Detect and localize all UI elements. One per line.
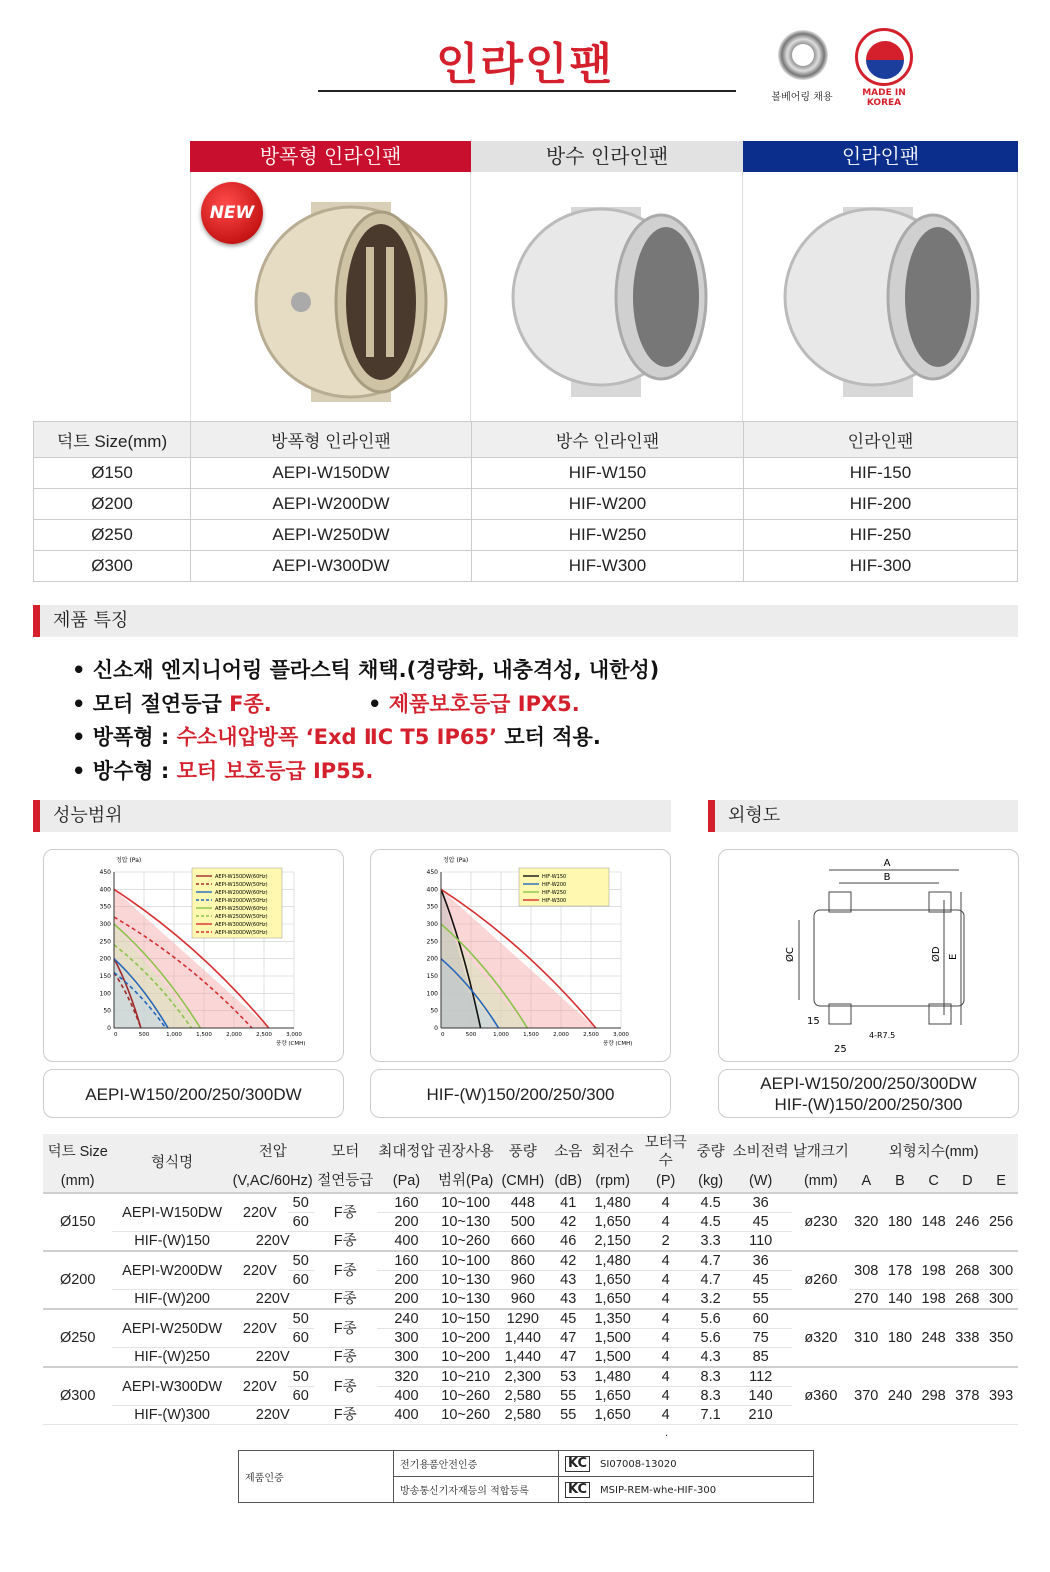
performance-chart-aepi [43, 849, 344, 1062]
table-row: Ø250 AEPI-W250DW HIF-W250 HIF-250 [34, 520, 1018, 551]
x-tick-label: 500 [138, 1032, 150, 1038]
table-row: 60 300 10~200 1,440 47 1,500 4 5.6 75 [43, 1329, 1018, 1348]
legend-label: AEPI-W250DW(60Hz) [215, 906, 268, 912]
y-tick-label: 150 [99, 973, 111, 980]
dim-c-label: ØC [785, 947, 796, 962]
table-row: Ø300 AEPI-W300DW 220V 50 F종 320 10~210 2,300 53 1,480 4 8.3 112 ø360 370 240 298 378 393 [43, 1367, 1018, 1387]
y-tick-label: 200 [426, 955, 438, 963]
outline-drawing-svg [719, 850, 1018, 1061]
legend-label: AEPI-W300DW(50Hz) [215, 930, 268, 936]
performance-chart-hif [370, 849, 671, 1062]
cert-row-2-label: 방송통신기자재등의 적합등록 [394, 1477, 559, 1503]
table-row: Ø150 AEPI-W150DW 220V 50 F종 160 10~100 448 41 1,480 4 4.5 36 ø230 320 180 148 246 256 [43, 1193, 1018, 1213]
model-header-explosion: 방폭형 인라인팬 [191, 422, 472, 458]
feature-line-2: • 모터 절연등급 F종. [72, 692, 272, 716]
dim-e-label: E [948, 953, 959, 960]
legend-label: AEPI-W250DW(50Hz) [215, 914, 268, 920]
ball-bearing-badge: 볼베어링 채용 [771, 92, 833, 103]
korea-emblem-icon [855, 28, 913, 86]
table-row: Ø200 AEPI-W200DW 220V 50 F종 160 10~100 860 42 1,480 4 4.7 36 ø260 308 178 198 268 300 [43, 1251, 1018, 1271]
table-row: Ø300 AEPI-W300DW HIF-W300 HIF-300 [34, 551, 1018, 582]
dim-d-label: ØD [931, 946, 942, 962]
dim-25-label: 25 [834, 1044, 847, 1055]
y-tick-label: 250 [426, 938, 438, 946]
feature-line-1: • 신소재 엔지니어링 플라스틱 채택.(경량화, 내충격성, 내한성) [72, 658, 660, 682]
x-tick-label: 2,500 [256, 1032, 272, 1038]
table-row: Ø250 AEPI-W250DW 220V 50 F종 240 10~150 1290 45 1,350 4 5.6 60 ø320 310 180 248 338 350 [43, 1309, 1018, 1329]
outline-drawing [718, 849, 1019, 1062]
table-row: HIF-(W)200 220V F종 200 10~130 960 43 1,650 4 3.2 55 270 140 198 268 300 [43, 1290, 1018, 1310]
y-tick-label: 150 [426, 973, 438, 980]
y-axis-label: 정압 (Pa) [443, 857, 469, 864]
y-tick-label: 0 [434, 1025, 438, 1032]
inline-fan-icon [743, 172, 1018, 422]
x-tick-label: 2,000 [553, 1032, 569, 1038]
y-tick-label: 250 [99, 938, 111, 946]
legend-label: AEPI-W200DW(60Hz) [215, 890, 268, 896]
y-tick-label: 300 [99, 921, 111, 928]
y-tick-label: 350 [99, 903, 111, 911]
x-tick-label: 0 [441, 1032, 445, 1038]
dim-a-label: A [883, 858, 891, 869]
legend-label: HIF-W200 [542, 882, 567, 888]
dim-hole-label: 4-R7.5 [869, 1031, 896, 1040]
x-tick-label: 1,000 [493, 1032, 509, 1038]
cert-label: 제품인증 [239, 1451, 394, 1503]
legend-label: AEPI-W200DW(50Hz) [215, 898, 268, 904]
y-tick-label: 0 [107, 1025, 111, 1032]
table-row: 60 400 10~260 2,580 55 1,650 4 8.3 140 [43, 1387, 1018, 1406]
cert-row-1-value: KC SI07008-13020 [559, 1451, 814, 1477]
certification-table [238, 1450, 814, 1503]
y-tick-label: 450 [99, 869, 111, 876]
kc-mark-icon: KC [565, 1456, 590, 1472]
title-underline [318, 90, 736, 92]
waterproof-fan-icon [471, 172, 743, 422]
table-row: 60 200 10~130 500 42 1,650 4 4.5 45 [43, 1213, 1018, 1232]
product-header-waterproof: 방수 인라인팬 [471, 141, 743, 172]
chart-aepi-svg [44, 850, 343, 1061]
y-tick-label: 350 [426, 903, 438, 911]
y-tick-label: 450 [426, 869, 438, 876]
model-header-inline: 인라인팬 [744, 422, 1018, 458]
new-badge: NEW [201, 182, 263, 244]
ball-bearing-icon [778, 30, 828, 80]
kc-mark-icon: KC [565, 1482, 590, 1498]
model-header-size: 덕트 Size(mm) [34, 422, 191, 458]
table-row: Ø200 AEPI-W200DW HIF-W200 HIF-200 [34, 489, 1018, 520]
x-tick-label: 1,500 [523, 1032, 539, 1038]
x-tick-label: 3,000 [286, 1032, 302, 1038]
y-tick-label: 300 [426, 921, 438, 928]
made-in-korea-badge: MADE IN KOREA [862, 88, 906, 108]
legend-label: HIF-W150 [542, 874, 567, 880]
model-table [33, 421, 1018, 582]
table-row: 60 200 10~130 960 43 1,650 4 4.7 45 [43, 1271, 1018, 1290]
y-tick-label: 50 [430, 1007, 438, 1015]
legend-label: AEPI-W150DW(60Hz) [215, 874, 268, 880]
product-image-waterproof [471, 172, 743, 422]
cert-row-1-label: 전기용품안전인증 [394, 1451, 559, 1477]
x-axis-label: 풍량 (CMH) [603, 1041, 633, 1047]
feature-line-4: • 방수형 : 모터 보호등급 IP55. [72, 759, 374, 783]
product-image-explosion-proof [190, 172, 471, 422]
outline-caption: AEPI-W150/200/250/300DW HIF-(W)150/200/250/300 [718, 1069, 1019, 1118]
performance-section-title: 성능범위 [33, 800, 671, 832]
legend-label: AEPI-W300DW(60Hz) [215, 922, 268, 928]
feature-line-3: • 방폭형 : 수소내압방폭 ‘Exd ⅡC T5 IP65’ 모터 적용. [72, 725, 601, 749]
table-row: HIF-(W)250 220V F종 300 10~200 1,440 47 1,500 4 4.3 85 [43, 1348, 1018, 1368]
y-tick-label: 50 [103, 1007, 111, 1015]
x-tick-label: 1,500 [196, 1032, 212, 1038]
y-axis-label: 정압 (Pa) [116, 857, 142, 864]
product-image-inline [743, 172, 1018, 422]
chart-hif-svg [371, 850, 670, 1061]
spec-table [43, 1134, 1018, 1425]
y-tick-label: 400 [426, 886, 438, 894]
chart-caption-hif: HIF-(W)150/200/250/300 [370, 1069, 671, 1118]
spec-header-row-1: 덕트 Size 형식명 전압 모터 최대정압 권장사용 풍량 소음 회전수 모터극수 중량 소비전력 날개크기 외형치수(mm) [43, 1134, 1018, 1170]
x-tick-label: 500 [465, 1032, 477, 1038]
legend-label: AEPI-W150DW(50Hz) [215, 882, 268, 888]
feature-line-2b: • 제품보호등급 IPX5. [368, 692, 580, 716]
product-header-inline: 인라인팬 [743, 141, 1018, 172]
dot-mark: . [665, 1428, 669, 1439]
model-header-waterproof: 방수 인라인팬 [472, 422, 744, 458]
y-tick-label: 200 [99, 955, 111, 963]
cert-row-2-value: KC MSIP-REM-whe-HIF-300 [559, 1477, 814, 1503]
dim-b-label: B [883, 872, 891, 883]
table-row: Ø150 AEPI-W150DW HIF-W150 HIF-150 [34, 458, 1018, 489]
chart-caption-aepi: AEPI-W150/200/250/300DW [43, 1069, 344, 1118]
legend-label: HIF-W300 [542, 898, 567, 904]
x-tick-label: 2,500 [583, 1032, 599, 1038]
spec-header-row-2: (mm) (V,AC/60Hz) 절연등급 (Pa) 범위(Pa) (CMH) (dB) (rpm) (P) (kg) (W) (mm) A B C D E [43, 1170, 1018, 1193]
y-tick-label: 100 [99, 990, 111, 998]
x-tick-label: 3,000 [613, 1032, 629, 1038]
x-tick-label: 1,000 [166, 1032, 182, 1038]
dim-15-label: 15 [807, 1016, 820, 1027]
x-tick-label: 0 [114, 1032, 118, 1038]
outline-section-title: 외형도 [708, 800, 1018, 832]
y-tick-label: 100 [426, 990, 438, 998]
product-header-explosion-proof: 방폭형 인라인팬 [190, 141, 471, 172]
table-row: HIF-(W)300 220V F종 400 10~260 2,580 55 1,650 4 7.1 210 [43, 1406, 1018, 1425]
features-section-title: 제품 특징 [33, 605, 1018, 637]
table-row: HIF-(W)150 220V F종 400 10~260 660 46 2,150 2 3.3 110 [43, 1232, 1018, 1252]
legend-label: HIF-W250 [542, 890, 567, 896]
y-tick-label: 400 [99, 886, 111, 894]
x-tick-label: 2,000 [226, 1032, 242, 1038]
page-title: 인라인팬 [435, 39, 614, 90]
x-axis-label: 풍량 (CMH) [276, 1041, 306, 1047]
